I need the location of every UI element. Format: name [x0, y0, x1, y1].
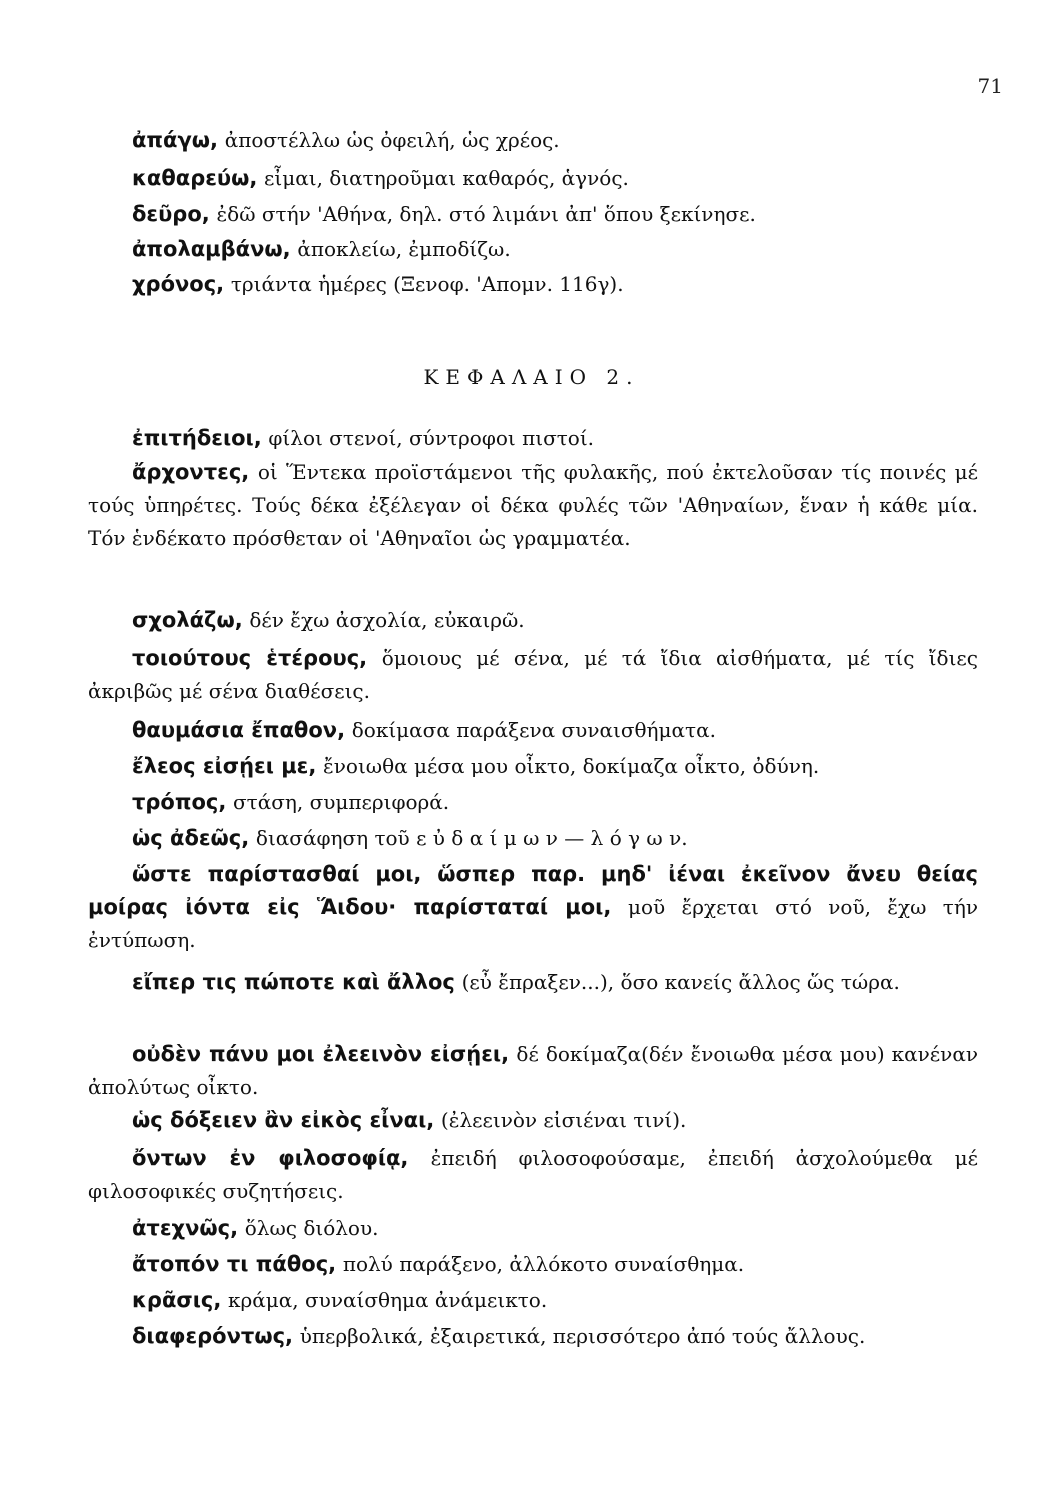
- gloss: ἐδῶ στήν 'Αθήνα, δηλ. στό λιμάνι ἀπ' ὅπου ξεκίνησε.: [216, 202, 756, 226]
- headword: σχολάζω,: [132, 608, 243, 632]
- headword: τοιούτους ἑτέρους,: [132, 646, 368, 670]
- entry-eiper-tis: [88, 966, 978, 999]
- entry-toioutous-heterous: [88, 642, 978, 708]
- gloss: ὅλως διόλου.: [244, 1216, 379, 1240]
- headword: κρᾶσις,: [132, 1288, 222, 1312]
- gloss: στάση, συμπεριφορά.: [233, 790, 450, 814]
- gloss: τριάντα ἡμέρες (Ξενοφ. 'Απομν. 116γ).: [230, 272, 624, 296]
- headword: ἔλεος εἰσῄει με,: [132, 754, 317, 778]
- entry-hos-doxeien: [88, 1104, 978, 1137]
- headword: ἀτεχνῶς,: [132, 1216, 239, 1240]
- gloss: ἐπειδή φιλοσοφούσαμε, ἐπειδή ἀσχολούμεθα μέ φιλοσοφικές συζητήσεις.: [88, 1146, 978, 1203]
- gloss: ὑπερβολικά, ἐξαιρετικά, περισσότερο ἀπό τούς ἄλλους.: [299, 1324, 866, 1348]
- entry-kathareuo: [88, 162, 978, 195]
- headword: οὐδὲν πάνυ μοι ἐλεεινὸν εἰσῄει,: [132, 1042, 510, 1066]
- gloss: (εὖ ἔπραξεν...), ὅσο κανείς ἄλλος ὥς τώρα.: [461, 970, 900, 994]
- headword: ἀπολαμβάνω,: [132, 237, 291, 261]
- headword: τρόπος,: [132, 790, 227, 814]
- gloss: κράμα, συναίσθημα ἀνάμεικτο.: [228, 1288, 548, 1312]
- entry-thaumasia-epathon: [88, 714, 978, 747]
- entry-eleos-eisiei: [88, 750, 978, 783]
- headword: ἀπάγω,: [132, 128, 218, 152]
- gloss: οἱ Ἕντεκα προϊστάμενοι τῆς φυλακῆς, πού ἐκτελοῦσαν τίς ποινές μέ τούς ὑπηρέτες. Τούς δέκα ἐξέλεγαν οἱ δέκα φυλές τῶν 'Αθηναίων, ἕναν ἡ κάθε μία. Τόν ἑνδέκατο πρόσθεταν οἱ 'Αθηναῖοι ὡς γραμματέα.: [88, 460, 978, 550]
- headword: ἄρχοντες,: [132, 460, 250, 484]
- entry-apolambano: [88, 233, 978, 266]
- entry-archontes: [88, 456, 978, 555]
- chapter-heading: ΚΕΦΑΛΑΙΟ 2.: [423, 365, 640, 389]
- gloss: ἀποκλείω, ἐμποδίζω.: [297, 237, 511, 261]
- gloss: ἔνοιωθα μέσα μου οἶκτο, δοκίμαζα οἶκτο, ὀδύνη.: [323, 754, 820, 778]
- gloss: μοῦ ἔρχεται στό νοῦ, ἔχω τήν ἐντύπωση.: [88, 895, 978, 952]
- headword: ἐπιτήδειοι,: [132, 426, 262, 450]
- gloss: δοκίμασα παράξενα συναισθήματα.: [351, 718, 716, 742]
- page-number: 71: [977, 74, 1003, 98]
- gloss: δέ δοκίμαζα(δέν ἔνοιωθα μέσα μου) κανέναν ἀπολύτως οἶκτο.: [88, 1042, 978, 1099]
- headword: δεῦρο,: [132, 202, 210, 226]
- entry-ouden-panu: [88, 1038, 978, 1104]
- entry-hoste-paristasthai: [88, 858, 978, 957]
- entry-atechnos: [88, 1212, 978, 1245]
- headword: ὡς ἀδεῶς,: [132, 826, 250, 850]
- entry-krasis: [88, 1284, 978, 1317]
- headword: διαφερόντως,: [132, 1324, 293, 1348]
- headword: ἄτοπόν τι πάθος,: [132, 1252, 337, 1276]
- entry-diapheronton: [88, 1320, 978, 1353]
- entry-apago: [88, 124, 978, 157]
- gloss: ὅμοιους μέ σένα, μέ τά ἴδια αἰσθήματα, μέ τίς ἴδιες ἀκριβῶς μέ σένα διαθέσεις.: [88, 646, 978, 703]
- headword: θαυμάσια ἔπαθον,: [132, 718, 346, 742]
- headword: εἴπερ τις πώποτε καὶ ἄλλος: [132, 970, 455, 994]
- headword: ὥστε παρίστασθαί μοι, ὥσπερ παρ. μηδ' ἰέναι ἐκεῖνον ἄνευ θείας μοίρας ἰόντα εἰς Ἅιδου· παρίσταταί μοι,: [88, 862, 978, 919]
- gloss: ἀποστέλλω ὡς ὀφειλή, ὡς χρέος.: [224, 128, 560, 152]
- entry-scholazo: [88, 604, 978, 637]
- entry-epitedeioi: [88, 422, 978, 455]
- gloss: πολύ παράξενο, ἀλλόκοτο συναίσθημα.: [342, 1252, 745, 1276]
- gloss: δέν ἔχω ἀσχολία, εὐκαιρῶ.: [249, 608, 525, 632]
- gloss: (ἐλεεινὸν εἰσιέναι τινί).: [440, 1108, 687, 1132]
- entry-deuro: [88, 198, 978, 231]
- gloss: φίλοι στενοί, σύντροφοι πιστοί.: [268, 426, 595, 450]
- gloss: εἶμαι, διατηροῦμαι καθαρός, ἁγνός.: [264, 166, 629, 190]
- entry-hos-adeos: [88, 822, 978, 855]
- headword: ὄντων ἐν φιλοσοφίᾳ,: [132, 1146, 409, 1170]
- gloss: διασάφηση τοῦ ε ὐ δ α ί μ ω ν — λ ό γ ω ν.: [255, 826, 688, 850]
- headword: χρόνος,: [132, 272, 225, 296]
- entry-tropos: [88, 786, 978, 819]
- headword: καθαρεύω,: [132, 166, 258, 190]
- entry-onton-en-philosophia: [88, 1142, 978, 1208]
- entry-chronos: [88, 268, 978, 301]
- entry-atopon-ti-pathos: [88, 1248, 978, 1281]
- headword: ὡς δόξειεν ἂν εἰκὸς εἶναι,: [132, 1108, 435, 1132]
